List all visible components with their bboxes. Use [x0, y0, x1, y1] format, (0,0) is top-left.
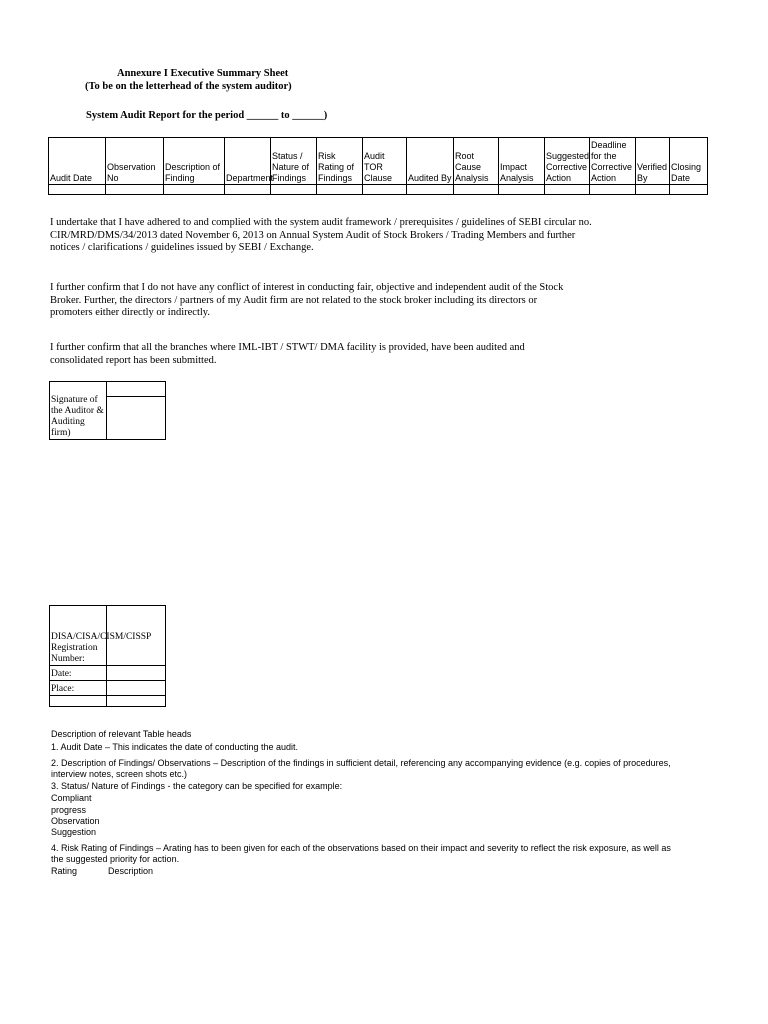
table-cell[interactable] [164, 185, 225, 195]
column-header: Verified By [636, 138, 670, 185]
report-period: System Audit Report for the period ______ to ______) [86, 110, 328, 121]
date-label: Date: [50, 666, 107, 681]
signature-label: Signature of the Auditor & Auditing firm) [50, 382, 107, 440]
column-header: Status / Nature of Findings [271, 138, 317, 185]
category-item: progress [51, 805, 87, 815]
description-item: 4. Risk Rating of Findings – Arating has to been given for each of the observations based on their impact and severity to reflect the risk exposure, as well as the suggested priority for action. [51, 843, 671, 864]
column-header: Audited By [407, 138, 454, 185]
document-subtitle: (To be on the letterhead of the system auditor) [85, 81, 292, 92]
category-item: Suggestion [51, 827, 97, 837]
rating-header: Rating [51, 866, 78, 876]
registration-label: DISA/CISA/CISM/CISSP Registration Number: [50, 606, 107, 666]
signature-table [49, 381, 166, 440]
table-cell[interactable] [499, 185, 545, 195]
column-header: Description of Finding [164, 138, 225, 185]
column-header: Root Cause Analysis [454, 138, 499, 185]
column-header: Observation No [106, 138, 164, 185]
place-label: Place: [50, 681, 107, 696]
column-header: Audit Date [49, 138, 106, 185]
table-cell[interactable] [590, 185, 636, 195]
registration-table [49, 605, 166, 707]
category-item: Observation [51, 816, 100, 826]
table-cell[interactable] [636, 185, 670, 195]
table-header-row [49, 138, 708, 185]
audit-summary-table [48, 137, 708, 195]
column-header: Suggested Corrective Action [545, 138, 590, 185]
declaration-paragraph: I further confirm that I do not have any conflict of interest in conducting fair, objective and independent audit of the Stock Broker. Further, the directors / partners of my Audit firm are not related to the stock broker including its directors or promoters either directly or indirectly. [50, 282, 564, 318]
declaration-paragraph: I undertake that I have adhered to and complied with the system audit framework / prerequisites / guidelines of SEBI circular no. CIR/MRD/DMS/34/2013 dated November 6, 2013 on Annual System Audit of Stock Brokers / Trading Members and further notices / clarifications / guidelines issued by SEBI / Exchange. [50, 217, 592, 253]
descriptions-heading: Description of relevant Table heads [51, 729, 192, 739]
category-item: Compliant [51, 793, 92, 803]
table-cell[interactable] [407, 185, 454, 195]
table-cell[interactable] [50, 696, 107, 707]
column-header: Closing Date [670, 138, 708, 185]
description-item: 2. Description of Findings/ Observations – Description of the findings in sufficient detail, referencing any accompanying evidence (e.g. copies of procedures, interview notes, screen shots etc.) [51, 758, 671, 779]
description-header: Description [108, 866, 154, 876]
place-cell[interactable] [107, 681, 166, 696]
table-cell[interactable] [545, 185, 590, 195]
table-cell[interactable] [271, 185, 317, 195]
table-cell[interactable] [107, 696, 166, 707]
column-header: Audit TOR Clause [363, 138, 407, 185]
table-cell[interactable] [454, 185, 499, 195]
signature-cell[interactable] [107, 382, 166, 397]
table-cell[interactable] [317, 185, 363, 195]
description-item: 1. Audit Date – This indicates the date of conducting the audit. [51, 742, 298, 752]
table-cell[interactable] [225, 185, 271, 195]
table-cell[interactable] [106, 185, 164, 195]
table-cell[interactable] [670, 185, 708, 195]
description-item: 3. Status/ Nature of Findings - the category can be specified for example: [51, 781, 343, 791]
column-header: Risk Rating of Findings [317, 138, 363, 185]
table-row [49, 185, 708, 195]
table-cell[interactable] [49, 185, 106, 195]
column-header: Deadline for the Corrective Action [590, 138, 636, 185]
column-header: Department [225, 138, 271, 185]
date-cell[interactable] [107, 666, 166, 681]
document-title: Annexure I Executive Summary Sheet [117, 68, 289, 79]
declaration-paragraph: I further confirm that all the branches where IML-IBT / STWT/ DMA facility is provided, have been audited and consolidated report has been submitted. [50, 342, 525, 366]
auditor-cell[interactable] [107, 397, 166, 440]
table-cell[interactable] [363, 185, 407, 195]
column-header: Impact Analysis [499, 138, 545, 185]
